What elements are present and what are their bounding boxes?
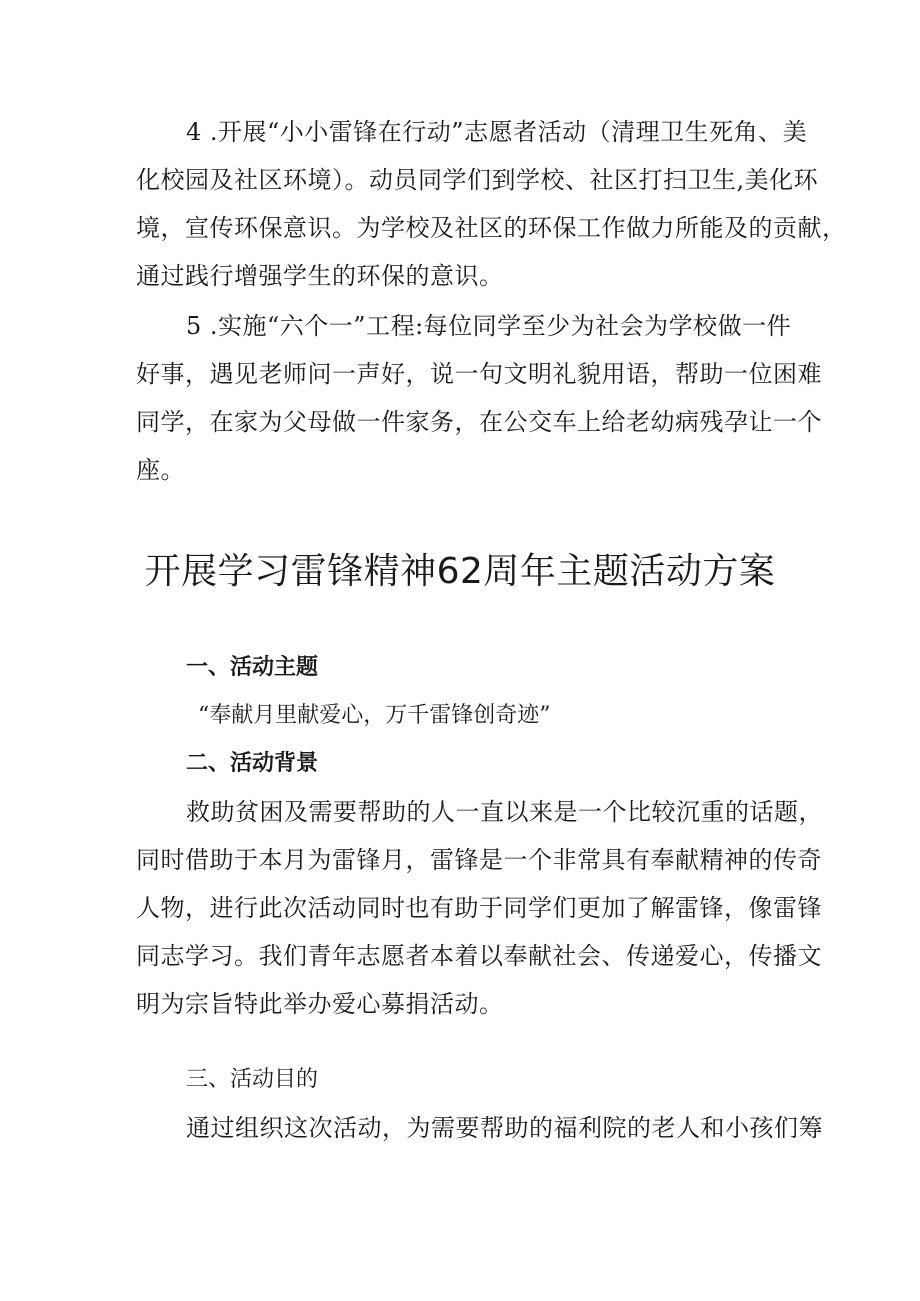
section-1-heading: 一、活动主题 bbox=[186, 655, 319, 680]
section-2-line-1: 救助贫困及需要帮助的人一直以来是一个比较沉重的话题， bbox=[186, 798, 823, 826]
item4-line-2: 化校园及社区环境）。动员同学们到学校、社区打扫卫生,美化环 bbox=[136, 166, 819, 194]
section-2-heading: 二、活动背景 bbox=[186, 751, 319, 776]
section-2-line-4: 同志学习。我们青年志愿者本着以奉献社会、传递爱心，传播文 bbox=[136, 942, 822, 970]
item4-line-1: 4 .开展“小小雷锋在行动”志愿者活动（清理卫生死角、美 bbox=[186, 118, 808, 146]
section-2-line-2: 同时借助于本月为雷锋月，雷锋是一个非常具有奉献精神的传奇 bbox=[136, 846, 822, 874]
item5-line-2: 好事，遇见老师问一声好，说一句文明礼貌用语，帮助一位困难 bbox=[136, 360, 822, 388]
section-3-heading: 三、活动目的 bbox=[186, 1067, 319, 1092]
item4-line-4: 通过践行增强学生的环保的意识。 bbox=[136, 262, 504, 290]
item5-line-3: 同学，在家为父母做一件家务，在公交车上给老幼病残孕让一个 bbox=[136, 408, 822, 436]
section-2-line-5: 明为宗旨特此举办爱心募捐活动。 bbox=[136, 990, 504, 1018]
section-1-theme-quote: “奉献月里献爱心，万千雷锋创奇迹” bbox=[198, 703, 551, 728]
item5-line-1: 5 .实施“六个一”工程:每位同学至少为社会为学校做一件 bbox=[186, 312, 792, 340]
section-3-line-1: 通过组织这次活动，为需要帮助的福利院的老人和小孩们筹 bbox=[186, 1114, 823, 1142]
item4-line-3: 境，宣传环保意识。为学校及社区的环保工作做力所能及的贡献， bbox=[136, 214, 847, 242]
item5-line-4: 座。 bbox=[136, 456, 185, 484]
section-2-line-3: 人物，进行此次活动同时也有助于同学们更加了解雷锋，像雷锋 bbox=[136, 894, 822, 922]
page-title: 开展学习雷锋精神62周年主题活动方案 bbox=[144, 551, 776, 592]
